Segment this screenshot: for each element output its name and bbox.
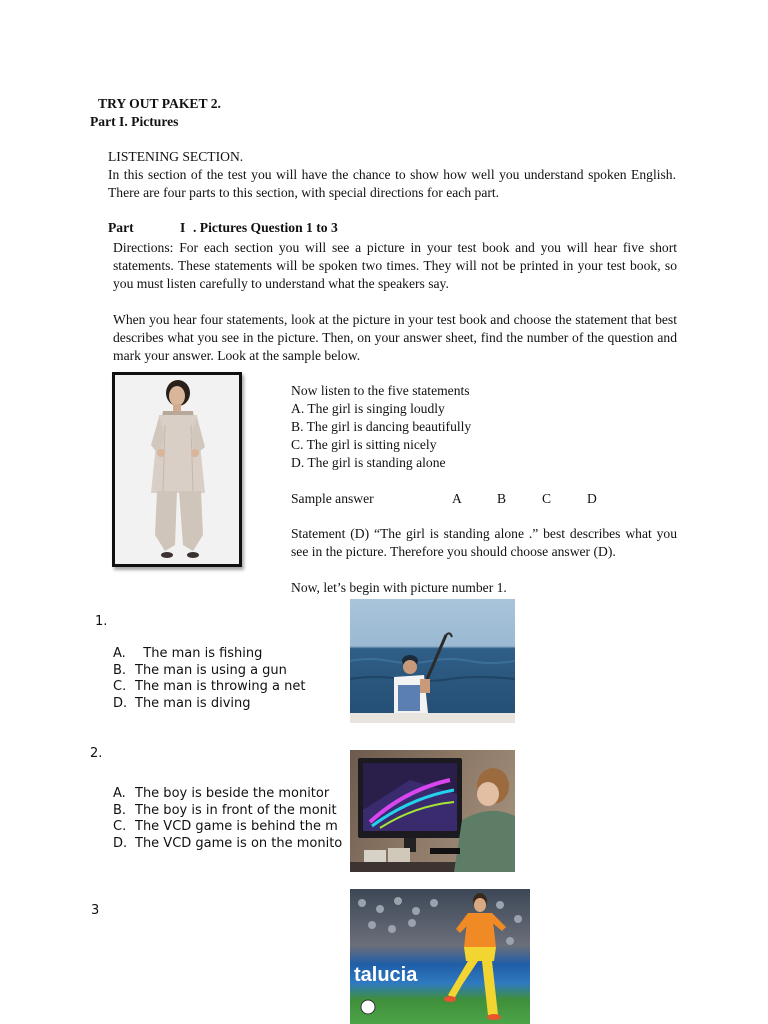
option-letter: C. [113, 819, 127, 834]
gaming-photo [350, 750, 515, 872]
listening-intro: In this section of the test you will have the chance to show how well you understand spoken English. There are four parts to this section, with special directions for each part. [108, 167, 676, 200]
option-item [113, 646, 305, 663]
sample-explanation: Statement (D) “The girl is standing alone .” best describes what you see in the picture. Therefore you should choose answer (D). [291, 526, 677, 559]
option-text: The man is using a gun [135, 662, 287, 678]
option-item [113, 679, 305, 696]
option-letter: D. [113, 695, 128, 711]
part-heading-word: Part [108, 220, 134, 235]
part-heading-rest: . Pictures Question 1 to 3 [193, 220, 338, 235]
option-item [113, 786, 351, 803]
option-item [113, 836, 351, 853]
option-text: The boy is in front of the monit [135, 802, 337, 818]
option-text: The boy is beside the monitor [135, 786, 330, 801]
option-letter: A. [113, 646, 126, 661]
sample-option-a: A. The girl is singing loudly [291, 401, 445, 416]
fisherman-illustration [350, 599, 515, 723]
directions-paragraph-1: Directions: For each section you will see a picture in your test book and you will hear five short statements. These statements will be spoken two times. They will not be printed in your test book, so you must listen carefully to understand what the speakers say. [113, 240, 677, 291]
boy-playing-game-illustration [350, 750, 515, 872]
option-letter: B. [113, 662, 127, 678]
question-number: 1. [95, 614, 108, 629]
document-title: TRY OUT PAKET 2. [98, 96, 221, 111]
option-item [113, 819, 351, 836]
option-text: The VCD game is behind the m [135, 819, 338, 834]
sample-girl-photo [112, 372, 242, 567]
option-text: The man is fishing [135, 646, 263, 661]
option-item [113, 696, 305, 713]
stadium-board-text: talucia [354, 964, 418, 986]
part-heading-roman: I [180, 220, 186, 235]
sample-answer-letter-c: C [542, 491, 552, 506]
begin-instruction: Now, let’s begin with picture number 1. [291, 580, 507, 595]
standing-girl-illustration [115, 375, 239, 564]
sample-answer-label: Sample answer [291, 491, 374, 506]
soccer-photo [350, 889, 530, 1024]
sample-answer-letter-a: A [452, 491, 462, 506]
soccer-player-illustration [350, 889, 530, 1024]
question-number: 3 [91, 903, 100, 918]
fishing-photo [350, 599, 515, 723]
question-1-options [113, 646, 305, 712]
option-text: The man is throwing a net [135, 679, 306, 694]
option-text: The VCD game is on the monito [135, 835, 343, 851]
sample-option-c: C. The girl is sitting nicely [291, 437, 437, 452]
option-letter: A. [113, 786, 126, 801]
option-item [113, 803, 351, 820]
sample-answer-letter-b: B [497, 491, 507, 506]
option-letter: C. [113, 679, 127, 694]
question-number: 2. [90, 746, 103, 761]
question-2-options [113, 786, 351, 852]
option-item [113, 663, 305, 680]
option-letter: B. [113, 802, 127, 818]
sample-option-d: D. The girl is standing alone [291, 455, 446, 470]
part-title: Part I. Pictures [90, 114, 179, 129]
directions-paragraph-2: When you hear four statements, look at the picture in your test book and choose the statement that best describes what you see in the picture. Then, on your answer sheet, find the number of the question and mark your answer. Look at the sample below. [113, 312, 677, 363]
sample-answer-letter-d: D [587, 491, 597, 506]
sample-option-b: B. The girl is dancing beautifully [291, 419, 472, 434]
sample-prompt: Now listen to the five statements [291, 383, 470, 398]
listening-heading: LISTENING SECTION. [108, 149, 244, 164]
option-letter: D. [113, 835, 128, 851]
option-text: The man is diving [135, 695, 251, 711]
